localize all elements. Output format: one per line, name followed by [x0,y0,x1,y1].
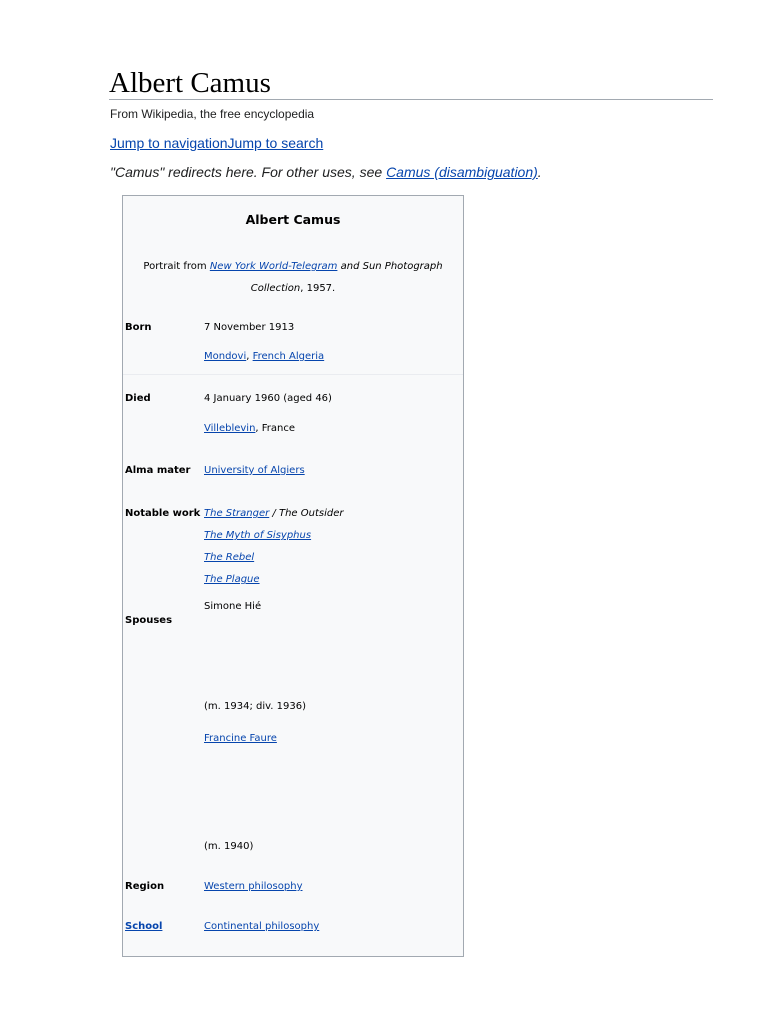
myth-of-sisyphus-link[interactable]: The Myth of Sisyphus [204,530,312,541]
caption-collection: Collection [250,283,301,294]
hatnote-end: . [537,164,542,180]
the-stranger-link[interactable]: The Stranger [204,508,270,519]
the-rebel-link[interactable]: The Rebel [204,552,255,563]
died-place [204,423,295,434]
spouses-label: Spouses [125,615,173,626]
the-outsider-text: / The Outsider [269,508,344,519]
caption-line-1 [123,256,463,278]
infobox [122,195,464,957]
caption-year: , 1957. [300,283,336,294]
region-value [204,881,302,892]
born-label: Born [125,322,152,333]
title-divider [109,99,713,100]
portrait-caption [123,256,463,300]
alma-mater-label: Alma mater [125,465,191,476]
notable-work-item [204,552,254,563]
caption-mid: and Sun Photograph [337,261,443,272]
jump-to-search-link[interactable]: Jump to search [227,135,324,151]
notable-work-item [204,508,343,519]
school-value [204,921,319,932]
notable-work-item [204,530,311,541]
jump-to-navigation-link[interactable]: Jump to navigation [110,135,228,151]
caption-line-2 [123,278,463,300]
western-philosophy-link[interactable]: Western philosophy [204,881,303,892]
continental-philosophy-link[interactable]: Continental philosophy [204,921,320,932]
page-title: Albert Camus [109,67,271,99]
caption-prefix: Portrait from [143,261,210,272]
born-divider [123,374,463,375]
jump-links [110,135,323,151]
notable-work-item [204,574,260,585]
spouse-2-dates: (m. 1940) [204,841,254,852]
died-label: Died [125,393,151,404]
spouse-simone-hie: Simone Hié [204,601,262,612]
alma-mater-value [204,465,305,476]
hatnote [110,164,542,180]
region-label: Region [125,881,165,892]
hatnote-text: "Camus" redirects here. For other uses, see [110,164,387,180]
school-link[interactable]: School [125,921,163,932]
francine-faure-link[interactable]: Francine Faure [204,733,277,744]
french-algeria-link[interactable]: French Algeria [252,351,325,362]
spouse-francine-faure [204,733,277,744]
villeblevin-link[interactable]: Villeblevin [204,423,256,434]
born-date: 7 November 1913 [204,322,295,333]
disambiguation-link[interactable]: Camus (disambiguation) [386,164,538,180]
the-plague-link[interactable]: The Plague [204,574,260,585]
born-place-sep: , [246,351,253,362]
died-date: 4 January 1960 (aged 46) [204,393,332,404]
school-label [125,921,162,932]
spouse-1-dates: (m. 1934; div. 1936) [204,701,306,712]
caption-newspaper-link[interactable]: New York World-Telegram [209,261,338,272]
born-place [204,351,324,362]
notable-work-label: Notable work [125,508,201,519]
died-place-rest: , France [255,423,296,434]
mondovi-link[interactable]: Mondovi [204,351,247,362]
university-of-algiers-link[interactable]: University of Algiers [204,465,305,476]
site-tagline: From Wikipedia, the free encyclopedia [110,107,315,121]
infobox-name: Albert Camus [245,212,341,227]
